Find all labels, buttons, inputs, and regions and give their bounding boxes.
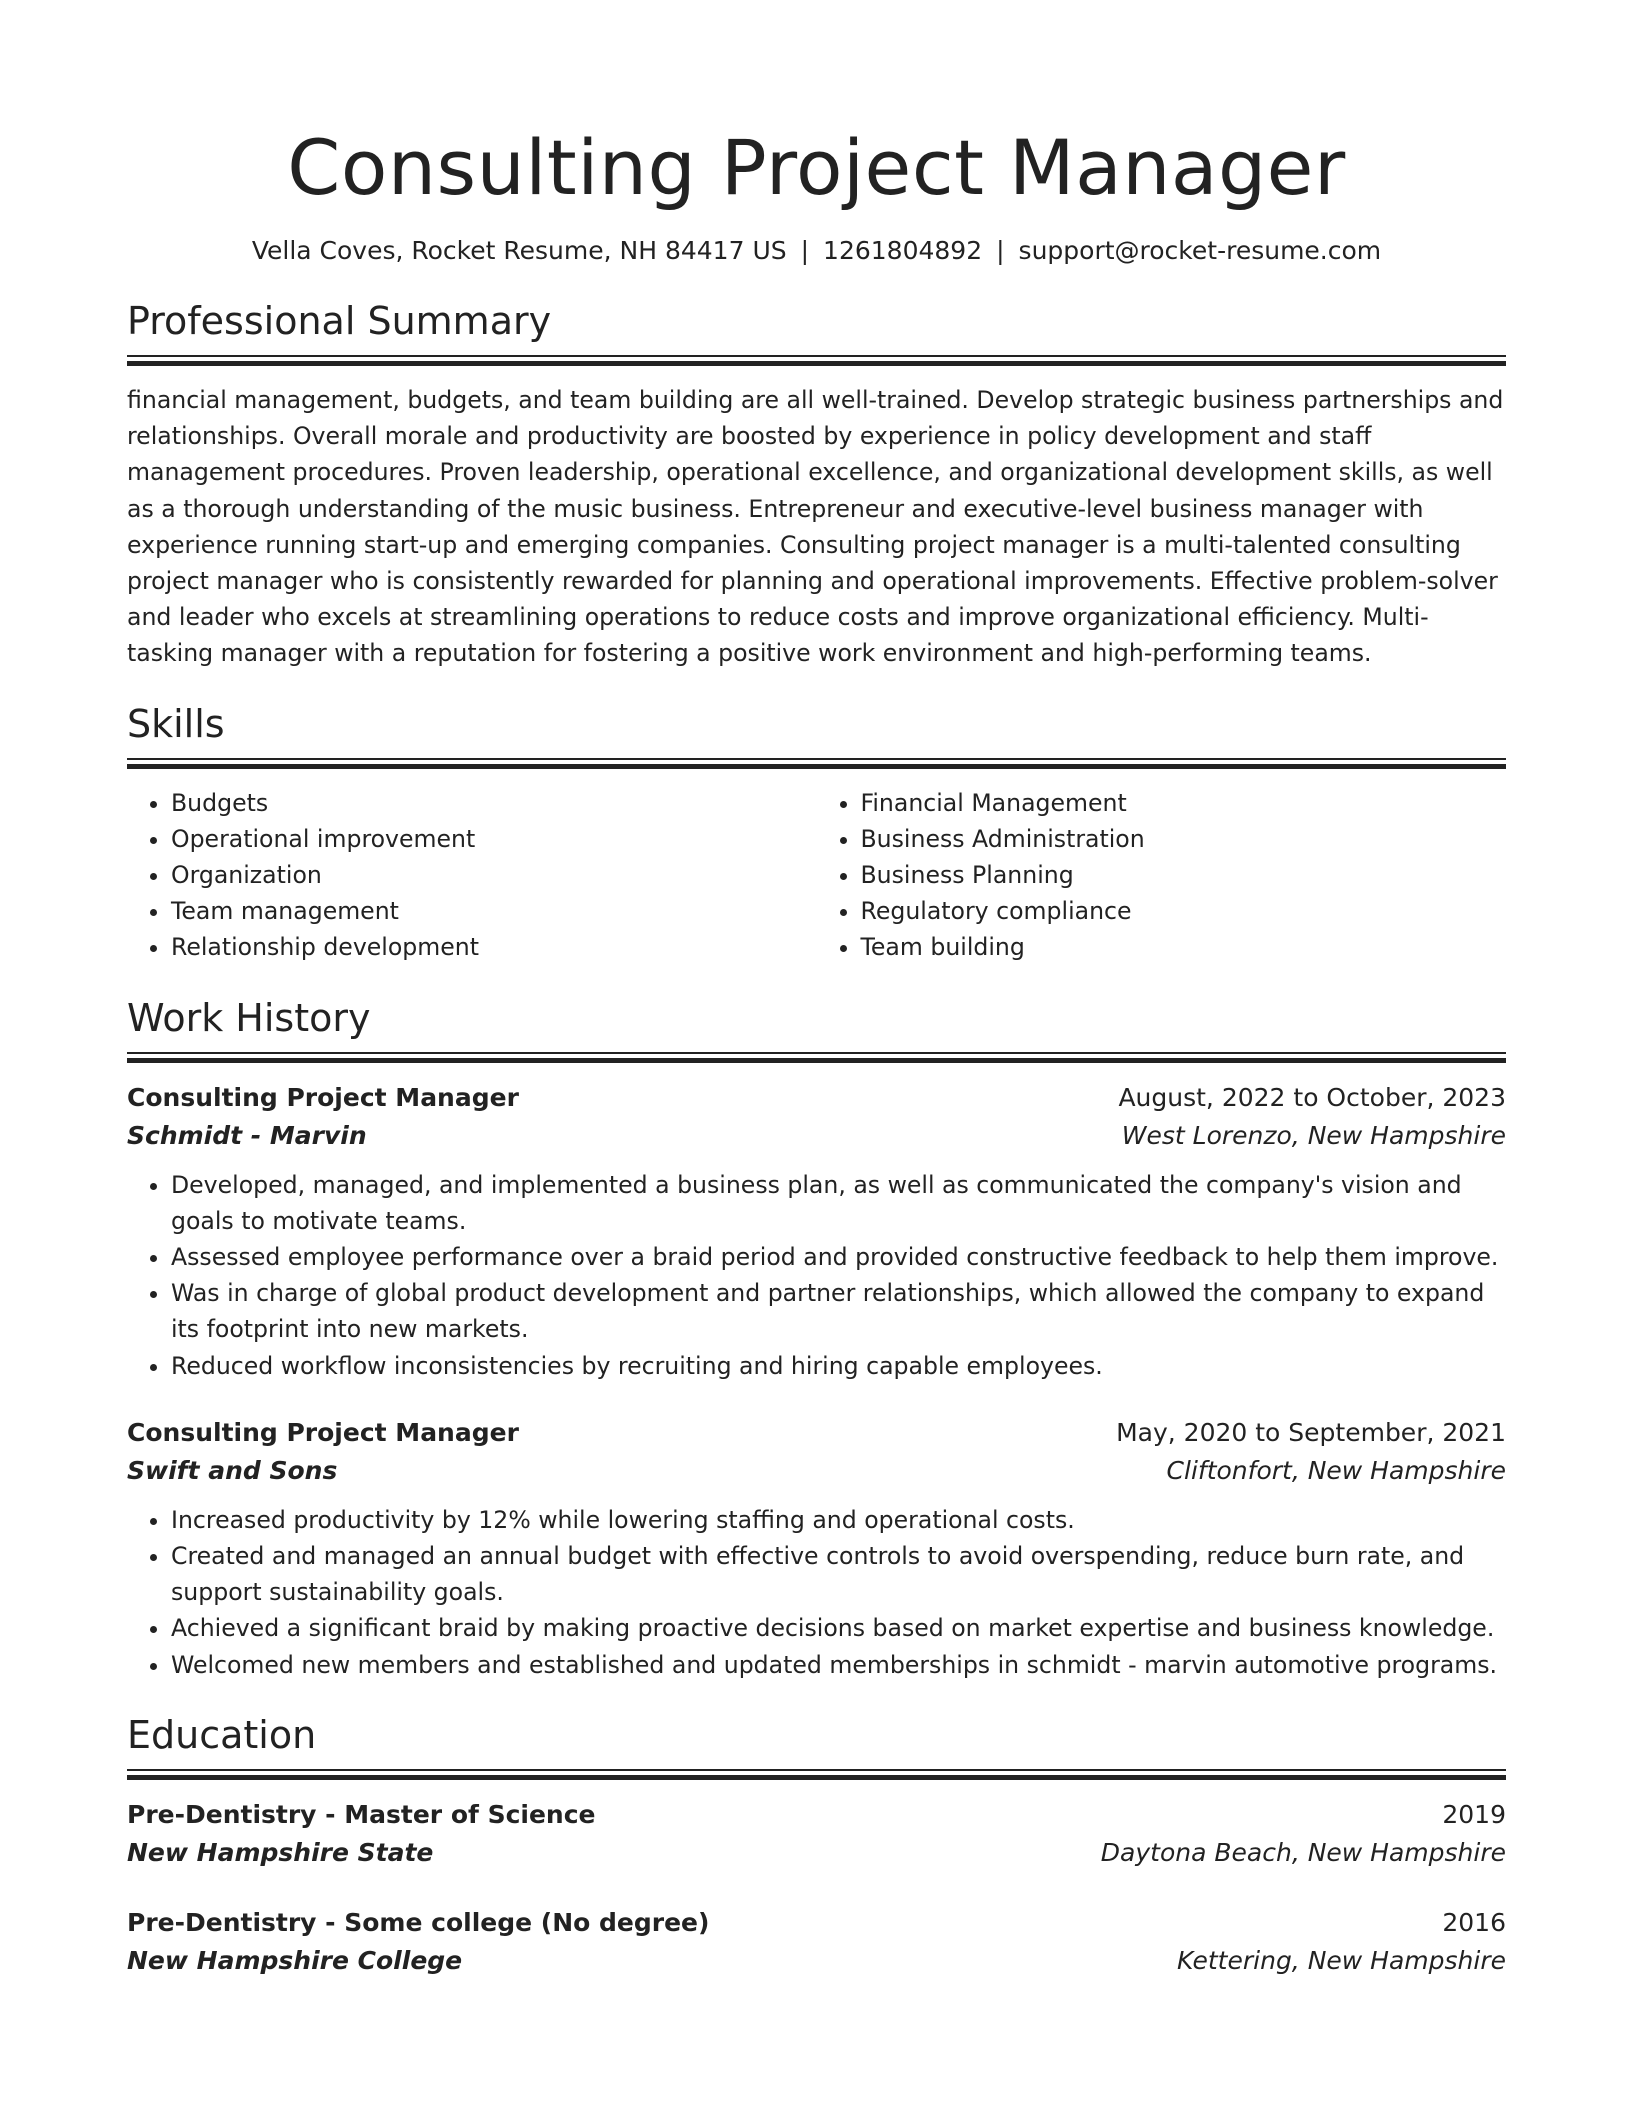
skill-item: • Business Planning — [861, 857, 1507, 893]
skill-item: • Organization — [171, 857, 817, 893]
section-title-education: Education — [127, 1712, 317, 1757]
job-subheader — [127, 1117, 1506, 1155]
education-year: 2016 — [1442, 1907, 1506, 1937]
job-dates: August, 2022 to October, 2023 — [1118, 1082, 1506, 1112]
education-degree: Pre-Dentistry - Master of Science — [127, 1799, 596, 1829]
job-bullet: • Assessed employee performance over a braid period and provided constructive feedback to help them improve. — [171, 1239, 1506, 1275]
resume-name: Consulting Project Manager — [287, 123, 1346, 212]
contact-separator: | — [800, 236, 810, 265]
job-location: Cliftonfort, New Hampshire — [1166, 1455, 1506, 1485]
education-header — [127, 1904, 1506, 1942]
skills-column-left — [127, 785, 817, 966]
job-bullet: • Welcomed new members and established and updated memberships in schmidt - marvin automotive programs. — [171, 1647, 1506, 1683]
skills-section — [127, 700, 1506, 966]
job-company: Swift and Sons — [127, 1455, 338, 1485]
job-bullets — [127, 1167, 1506, 1384]
section-title-work-history: Work History — [127, 995, 371, 1040]
section-divider — [127, 1769, 1506, 1780]
education-entry — [127, 1796, 1506, 1872]
job-dates: May, 2020 to September, 2021 — [1116, 1417, 1506, 1447]
job-bullet: • Was in charge of global product development and partner relationships, which allowed the company to expand its footprint into new markets. — [171, 1275, 1506, 1347]
education-subheader — [127, 1834, 1506, 1872]
skill-item: • Budgets — [171, 785, 817, 821]
job-title: Consulting Project Manager — [127, 1082, 519, 1112]
section-title-skills: Skills — [127, 701, 225, 746]
job-subheader — [127, 1452, 1506, 1490]
job-bullet: • Achieved a significant braid by making proactive decisions based on market expertise and business knowledge. — [171, 1610, 1506, 1646]
contact-line — [127, 234, 1506, 268]
education-entry — [127, 1904, 1506, 1980]
skill-item: • Relationship development — [171, 929, 817, 965]
work-history-section — [127, 994, 1506, 1683]
summary-text: financial management, budgets, and team building are all well-trained. Develop strategic business partnerships and relationships. Overall morale and productivity are boosted by experience in policy development and staff management procedures. Proven leadership, operational excellence, and organizational development skills, as well as a thorough understanding of the music business. Entrepreneur and executive-level business manager with experience running start-up and emerging companies. Consulting project manager is a multi-talented consulting project manager who is consistently rewarded for planning and operational improvements. Effective problem-solver and leader who excels at streamlining operations to reduce costs and improve organizational efficiency. Multi-tasking manager with a reputation for fostering a positive work environment and high-performing teams. — [127, 386, 1504, 668]
skill-item: • Team management — [171, 893, 817, 929]
job-bullet: • Reduced workflow inconsistencies by recruiting and hiring capable employees. — [171, 1348, 1506, 1384]
job-bullet: • Increased productivity by 12% while lowering staffing and operational costs. — [171, 1502, 1506, 1538]
skill-item: • Team building — [861, 929, 1507, 965]
contact-address: Vella Coves, Rocket Resume, NH 84417 US — [251, 236, 787, 265]
job-entry — [127, 1414, 1506, 1683]
education-year: 2019 — [1442, 1799, 1506, 1829]
section-divider — [127, 1052, 1506, 1063]
education-section — [127, 1711, 1506, 1980]
education-header — [127, 1796, 1506, 1834]
skills-list — [127, 785, 1506, 966]
job-location: West Lorenzo, New Hampshire — [1121, 1120, 1506, 1150]
education-school: New Hampshire College — [127, 1945, 463, 1975]
job-title: Consulting Project Manager — [127, 1417, 519, 1447]
section-divider — [127, 758, 1506, 769]
section-divider — [127, 355, 1506, 366]
skill-item: • Regulatory compliance — [861, 893, 1507, 929]
job-bullet: • Created and managed an annual budget with effective controls to avoid overspending, reduce burn rate, and support sustainability goals. — [171, 1538, 1506, 1610]
job-bullet: • Developed, managed, and implemented a business plan, as well as communicated the company's vision and goals to motivate teams. — [171, 1167, 1506, 1239]
job-header — [127, 1079, 1506, 1117]
education-school: New Hampshire State — [127, 1837, 434, 1867]
job-header — [127, 1414, 1506, 1452]
contact-phone: 1261804892 — [823, 236, 983, 265]
contact-email: support@rocket-resume.com — [1018, 236, 1382, 265]
education-subheader — [127, 1942, 1506, 1980]
contact-separator: | — [996, 236, 1005, 265]
section-title-summary: Professional Summary — [127, 299, 552, 343]
skill-item: • Operational improvement — [171, 821, 817, 857]
job-company: Schmidt - Marvin — [127, 1120, 367, 1150]
job-bullets — [127, 1502, 1506, 1683]
education-degree: Pre-Dentistry - Some college (No degree) — [127, 1907, 710, 1937]
skills-column-right — [817, 785, 1507, 966]
summary-section — [127, 297, 1506, 672]
education-location: Kettering, New Hampshire — [1177, 1945, 1506, 1975]
education-location: Daytona Beach, New Hampshire — [1100, 1837, 1506, 1867]
skill-item: • Business Administration — [861, 821, 1507, 857]
skill-item: • Financial Management — [861, 785, 1507, 821]
job-entry — [127, 1079, 1506, 1384]
